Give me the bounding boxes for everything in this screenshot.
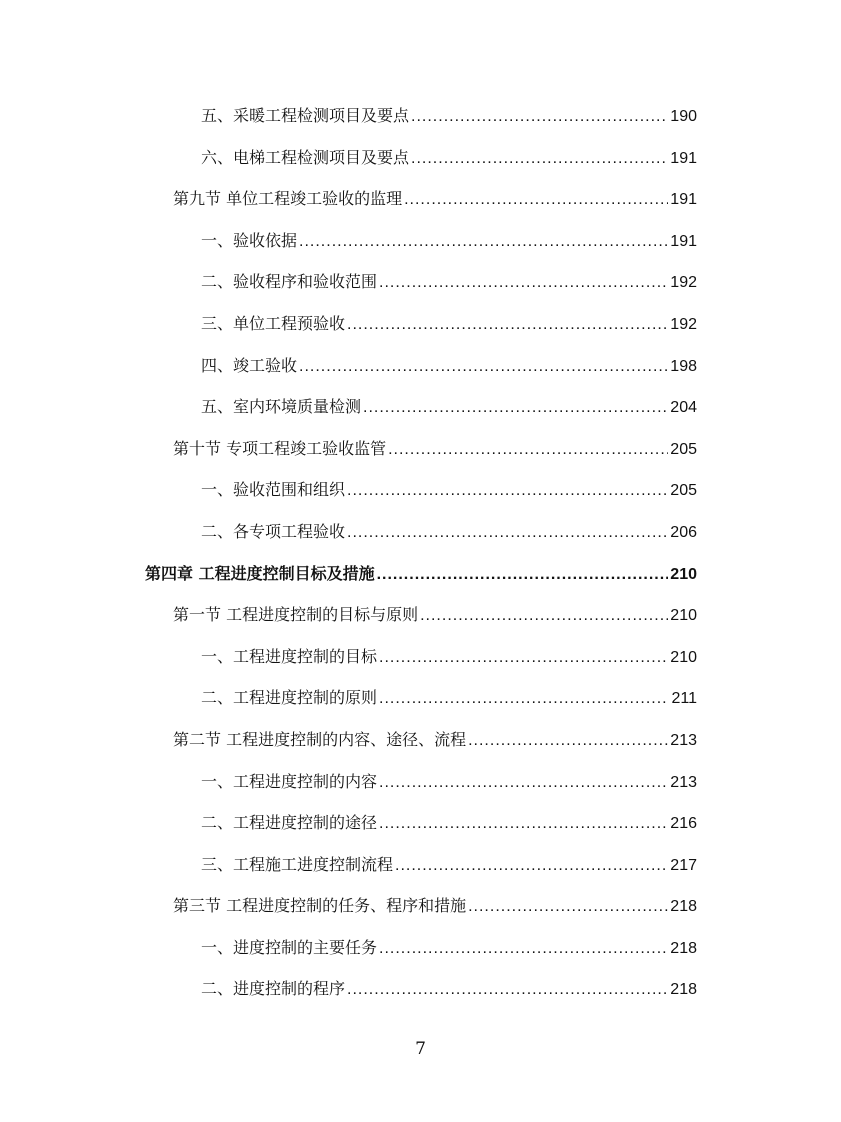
dot-leader <box>468 894 668 920</box>
toc-subsection-entry[interactable] <box>145 935 697 977</box>
toc-entry-page-number: 192 <box>670 274 697 292</box>
toc-subsection-entry[interactable] <box>145 769 697 811</box>
toc-section-entry[interactable] <box>145 602 697 644</box>
toc-entry-title: 第二节 工程进度控制的内容、途径、流程 <box>173 729 467 749</box>
toc-entry-page-number: 192 <box>670 315 697 333</box>
toc-entry-page-number: 191 <box>670 191 697 209</box>
toc-entry-page-number: 190 <box>670 108 697 125</box>
toc-entry-title: 二、进度控制的程序 <box>201 979 346 999</box>
toc-entry-page-number: 210 <box>670 565 697 583</box>
dot-leader <box>347 520 668 546</box>
toc-entry-page-number: 198 <box>670 357 697 375</box>
toc-entry-title: 四、竣工验收 <box>201 355 298 375</box>
toc-section-entry[interactable] <box>145 436 697 478</box>
toc-entry-title: 五、采暖工程检测项目及要点 <box>201 106 410 125</box>
dot-leader <box>411 146 668 172</box>
toc-chapter-entry[interactable] <box>145 561 697 603</box>
toc-entry-title: 二、工程进度控制的原则 <box>201 688 378 708</box>
toc-entry-page-number: 206 <box>670 523 697 541</box>
toc-section-entry[interactable] <box>145 727 697 769</box>
dot-leader <box>468 728 668 754</box>
dot-leader <box>395 853 668 879</box>
dot-leader <box>347 312 668 338</box>
toc-entry-page-number: 191 <box>670 232 697 250</box>
dot-leader <box>347 478 668 504</box>
toc-entry-page-number: 211 <box>671 690 697 708</box>
toc-subsection-entry[interactable] <box>145 311 697 353</box>
toc-entry-title: 一、进度控制的主要任务 <box>201 937 378 957</box>
toc-entry-page-number: 205 <box>670 440 697 458</box>
dot-leader <box>379 270 668 296</box>
dot-leader <box>347 977 668 1003</box>
toc-entry-page-number: 217 <box>670 856 697 874</box>
toc-subsection-entry[interactable] <box>145 810 697 852</box>
dot-leader <box>379 645 668 671</box>
dot-leader <box>388 437 668 463</box>
dot-leader <box>411 104 668 130</box>
toc-entry-title: 一、验收依据 <box>201 230 298 250</box>
toc-entry-page-number: 218 <box>670 898 697 916</box>
toc-entry-title: 第十节 专项工程竣工验收监管 <box>173 438 387 458</box>
toc-subsection-entry[interactable] <box>145 145 697 187</box>
toc-entry-title: 二、验收程序和验收范围 <box>201 272 378 292</box>
dot-leader <box>379 770 668 796</box>
toc-entry-page-number: 205 <box>670 482 697 500</box>
dot-leader <box>377 562 669 588</box>
toc-entry-title: 第四章 工程进度控制目标及措施 <box>145 563 375 583</box>
toc-section-entry[interactable] <box>145 893 697 935</box>
toc-entry-page-number: 204 <box>670 399 697 417</box>
toc-entry-page-number: 216 <box>670 815 697 833</box>
toc-entry-title: 第三节 工程进度控制的任务、程序和措施 <box>173 896 467 916</box>
toc-subsection-entry[interactable] <box>145 269 697 311</box>
toc-entry-title: 一、验收范围和组织 <box>201 480 346 500</box>
dot-leader <box>299 354 668 380</box>
toc-entry-page-number: 218 <box>670 939 697 957</box>
toc-entry-page-number: 213 <box>670 731 697 749</box>
toc-subsection-entry[interactable] <box>145 519 697 561</box>
toc-subsection-entry[interactable] <box>145 477 697 519</box>
toc-entry-title: 一、工程进度控制的内容 <box>201 771 378 791</box>
dot-leader <box>299 229 668 255</box>
dot-leader <box>363 395 668 421</box>
toc-entry-title: 一、工程进度控制的目标 <box>201 646 378 666</box>
toc-subsection-entry[interactable] <box>145 685 697 727</box>
toc-subsection-entry[interactable] <box>145 353 697 395</box>
toc-entry-title: 五、室内环境质量检测 <box>201 397 362 417</box>
toc-subsection-entry[interactable] <box>145 228 697 270</box>
toc-entry-title: 三、单位工程预验收 <box>201 313 346 333</box>
toc-entry-title: 第九节 单位工程竣工验收的监理 <box>173 189 403 209</box>
toc-subsection-entry[interactable] <box>145 852 697 894</box>
dot-leader <box>404 187 668 213</box>
page-number: 7 <box>415 1039 426 1059</box>
toc-entry-title: 第一节 工程进度控制的目标与原则 <box>173 605 419 625</box>
toc-entry-page-number: 210 <box>670 607 697 625</box>
toc-entry-title: 二、工程进度控制的途径 <box>201 813 378 833</box>
toc-section-entry[interactable] <box>145 186 697 228</box>
toc-subsection-entry[interactable] <box>145 394 697 436</box>
toc-subsection-entry[interactable] <box>145 103 697 145</box>
toc-entry-page-number: 218 <box>670 981 697 999</box>
toc-subsection-entry[interactable] <box>145 644 697 686</box>
table-of-contents <box>145 103 697 1018</box>
toc-entry-title: 三、工程施工进度控制流程 <box>201 854 394 874</box>
toc-entry-page-number: 210 <box>670 648 697 666</box>
dot-leader <box>379 936 668 962</box>
toc-entry-page-number: 213 <box>670 773 697 791</box>
toc-entry-title: 二、各专项工程验收 <box>201 521 346 541</box>
toc-subsection-entry[interactable] <box>145 976 697 1018</box>
dot-leader <box>379 686 669 712</box>
dot-leader <box>379 811 668 837</box>
toc-entry-title: 六、电梯工程检测项目及要点 <box>201 147 410 167</box>
toc-entry-page-number: 191 <box>670 149 697 167</box>
dot-leader <box>420 603 668 629</box>
